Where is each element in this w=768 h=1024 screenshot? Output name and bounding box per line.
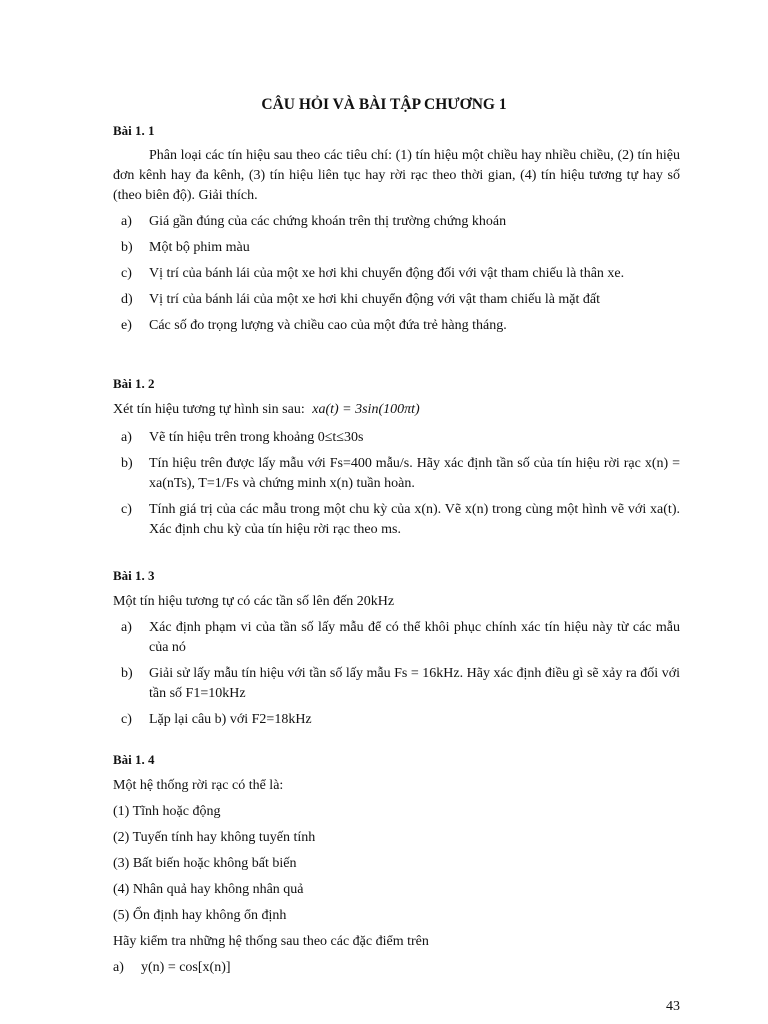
item-text: Các số đo trọng lượng và chiều cao của một đứa trẻ hàng tháng. bbox=[149, 318, 507, 333]
sinusoid-formula: xa(t) = 3sin(100πt) bbox=[312, 402, 420, 417]
property-item: (4) Nhân quả hay không nhân quả bbox=[113, 882, 304, 897]
item-text: Giá gần đúng của các chứng khoán trên thị trường chứng khoán bbox=[149, 214, 507, 229]
item-text: Vị trí của bánh lái của một xe hơi khi chuyển động đối với vật tham chiếu là thân xe. bbox=[149, 266, 625, 281]
property-item: (2) Tuyến tính hay không tuyến tính bbox=[113, 830, 316, 845]
item-text: Một bộ phim màu bbox=[149, 240, 250, 255]
item-label: a) bbox=[121, 214, 132, 229]
item-text: Vị trí của bánh lái của một xe hơi khi chuyển động với vật tham chiếu là mặt đất bbox=[149, 292, 601, 307]
item-text: y(n) = cos[x(n)] bbox=[141, 960, 231, 975]
property-item: (5) Ổn định hay không ổn định bbox=[113, 908, 287, 923]
exercise-1-3 bbox=[113, 566, 680, 730]
item-label: c) bbox=[121, 266, 132, 281]
exercise-1-1 bbox=[113, 121, 680, 336]
item-text: Tín hiệu trên được lấy mẫu với Fs=400 mẫu/s. Hãy xác định tần số của tín hiệu rời rạc x(n) = xa(nTs), T=1/Fs và chứng minh x(n) tuần hoàn. bbox=[149, 456, 680, 491]
list-item bbox=[113, 290, 680, 310]
property-item: (3) Bất biến hoặc không bất biến bbox=[113, 856, 297, 871]
list-item bbox=[113, 664, 680, 704]
instruction-text: Hãy kiểm tra những hệ thống sau theo các đặc điểm trên bbox=[113, 934, 429, 949]
item-label: b) bbox=[121, 456, 133, 471]
item-label: b) bbox=[121, 240, 133, 255]
exercise-heading: Bài 1. 1 bbox=[113, 123, 155, 138]
item-text: Giải sử lấy mẫu tín hiệu với tần số lấy mẫu Fs = 16kHz. Hãy xác định điều gì sẽ xảy ra đối với tần số F1=10kHz bbox=[149, 666, 680, 701]
item-label: d) bbox=[121, 292, 133, 307]
list-item bbox=[113, 500, 680, 540]
item-label: c) bbox=[121, 712, 132, 727]
list-item bbox=[113, 264, 680, 284]
intro-text: Xét tín hiệu tương tự hình sin sau: bbox=[113, 402, 305, 417]
exercise-heading: Bài 1. 2 bbox=[113, 376, 155, 391]
item-label: b) bbox=[121, 666, 133, 681]
list-item bbox=[113, 618, 680, 658]
item-text: Xác định phạm vi của tần số lấy mẫu để có thể khôi phục chính xác tín hiệu này từ các mẫu của nó bbox=[149, 620, 680, 655]
list-item bbox=[113, 316, 680, 336]
exercise-heading: Bài 1. 4 bbox=[113, 752, 155, 767]
item-label: c) bbox=[121, 502, 132, 517]
item-label: a) bbox=[121, 430, 132, 445]
exercise-1-2 bbox=[113, 374, 680, 540]
exercise-intro: Một tín hiệu tương tự có các tần số lên đến 20kHz bbox=[113, 594, 395, 609]
list-item bbox=[113, 454, 680, 494]
list-item bbox=[113, 710, 680, 730]
page-number: 43 bbox=[666, 999, 680, 1014]
page-title: CÂU HỎI VÀ BÀI TẬP CHƯƠNG 1 bbox=[261, 96, 507, 113]
exercise-intro: Một hệ thống rời rạc có thể là: bbox=[113, 778, 284, 793]
item-label: a) bbox=[113, 960, 124, 975]
list-item bbox=[113, 958, 680, 978]
list-item bbox=[113, 212, 680, 232]
exercise-intro bbox=[113, 400, 680, 420]
exercise-1-4 bbox=[113, 750, 680, 978]
list-item bbox=[113, 428, 680, 448]
item-label: a) bbox=[121, 620, 132, 635]
item-text: Vẽ tín hiệu trên trong khoảng 0≤t≤30s bbox=[149, 430, 364, 445]
item-text: Tính giá trị của các mẫu trong một chu kỳ của x(n). Vẽ x(n) trong cùng một hình vẽ với xa(t). Xác định chu kỳ của tín hiệu rời rạc theo ms. bbox=[149, 502, 680, 537]
item-text: Lặp lại câu b) với F2=18kHz bbox=[149, 712, 312, 727]
list-item bbox=[113, 238, 680, 258]
property-item: (1) Tĩnh hoặc động bbox=[113, 804, 221, 819]
exercise-intro: Phân loại các tín hiệu sau theo các tiêu chí: (1) tín hiệu một chiều hay nhiều chiều, (2) tín hiệu đơn kênh hay đa kênh, (3) tín hiệu liên tục hay rời rạc theo thời gian, (4) tín hiệu tương tự hay số (theo biên độ). Giải thích. bbox=[113, 148, 680, 203]
exercise-heading: Bài 1. 3 bbox=[113, 568, 155, 583]
item-label: e) bbox=[121, 318, 132, 333]
